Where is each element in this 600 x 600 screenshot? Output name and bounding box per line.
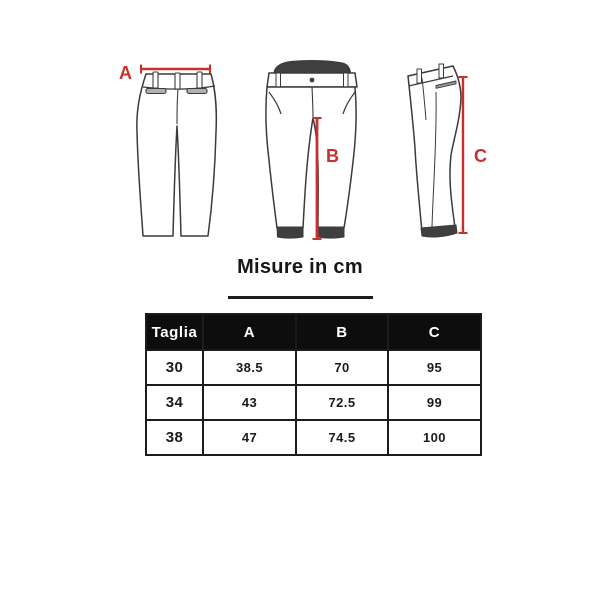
waistband-button <box>310 78 315 83</box>
back-pocket-right <box>187 89 207 94</box>
page-title: Misure in cm <box>237 256 363 278</box>
hem-right-dark <box>318 227 344 238</box>
size-table-body <box>146 350 481 455</box>
cell-measure-c: 100 <box>388 420 481 455</box>
back-pocket-left <box>146 89 166 94</box>
hem-left-dark <box>277 227 303 238</box>
header-cell-b: B <box>296 314 388 350</box>
cell-measure-c: 99 <box>388 385 481 420</box>
cell-size: 38 <box>146 420 203 455</box>
cell-measure-a: 38.5 <box>203 350 296 385</box>
pants-back-view-figure <box>113 50 233 245</box>
pants-front-view-figure <box>262 50 362 245</box>
header-row <box>146 314 481 350</box>
cell-measure-b: 72.5 <box>296 385 388 420</box>
measure-label-a: A <box>119 63 132 83</box>
measure-label-c: C <box>474 146 487 166</box>
title-underline <box>228 296 373 299</box>
table-row <box>146 350 481 385</box>
cell-measure-b: 74.5 <box>296 420 388 455</box>
size-table <box>145 313 482 456</box>
header-cell-c: C <box>388 314 481 350</box>
header-cell-a: A <box>203 314 296 350</box>
cell-size: 30 <box>146 350 203 385</box>
table-row <box>146 420 481 455</box>
header-cell-taglia: Taglia <box>146 314 203 350</box>
cell-size: 34 <box>146 385 203 420</box>
cell-measure-a: 43 <box>203 385 296 420</box>
cell-measure-c: 95 <box>388 350 481 385</box>
measure-label-b: B <box>326 146 339 166</box>
table-row <box>146 385 481 420</box>
waistband-inner-dark <box>274 61 351 73</box>
pants-side-view-figure <box>390 50 495 245</box>
pants-side-outline <box>408 64 461 237</box>
size-table-header <box>146 314 481 350</box>
pants-front-outline <box>266 61 357 239</box>
pants-back-outline <box>137 72 217 236</box>
cell-measure-b: 70 <box>296 350 388 385</box>
cell-measure-a: 47 <box>203 420 296 455</box>
